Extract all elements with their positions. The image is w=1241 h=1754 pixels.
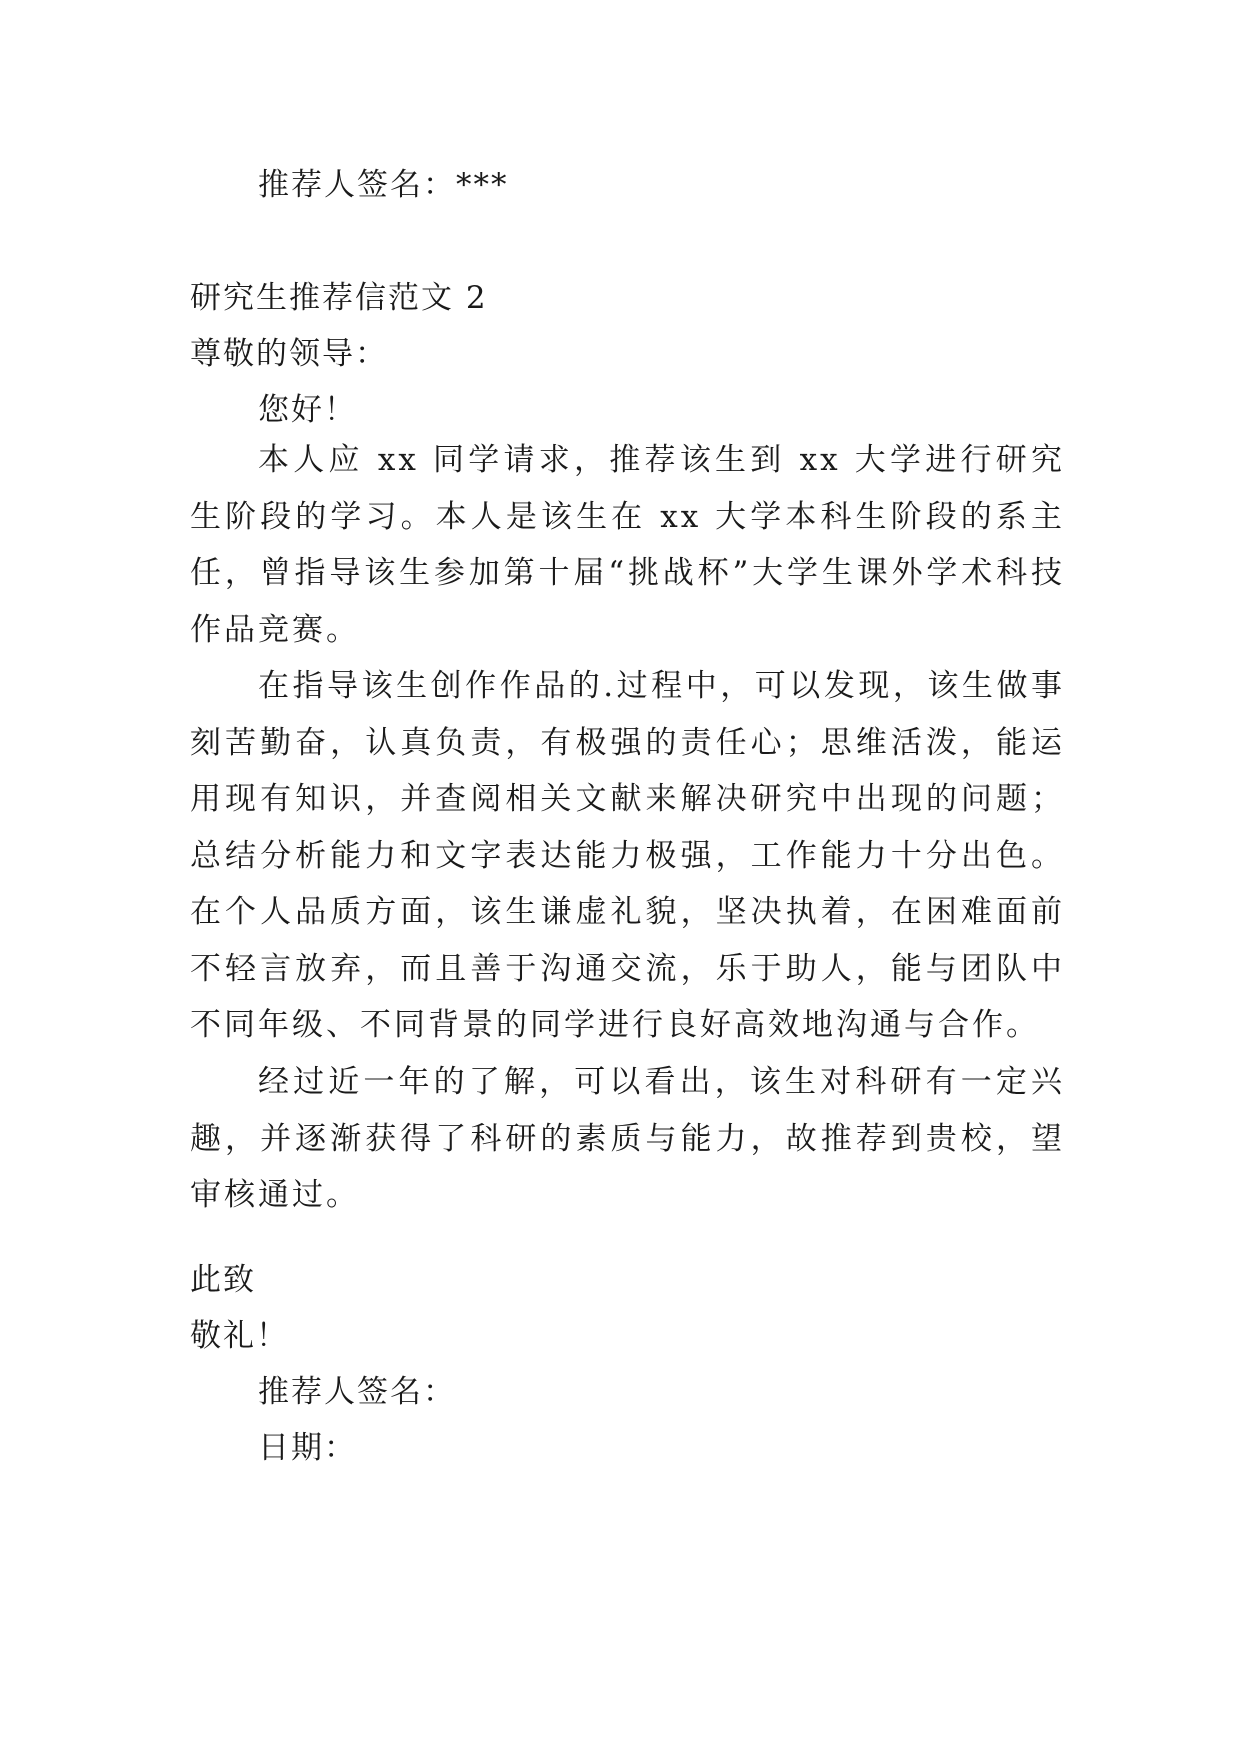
date-line: 日期： <box>258 1430 357 1466</box>
closing-line-2: 敬礼！ <box>190 1318 289 1354</box>
body-paragraph-1: 本人应 xx 同学请求，推荐该生到 xx 大学进行研究生阶段的学习。本人是该生在 xx 大学本科生阶段的系主任，曾指导该生参加第十届“挑战杯”大学生课外学术科技作品竞赛。 <box>190 442 1065 648</box>
greeting: 您好！ <box>258 392 357 428</box>
signature-line: 推荐人签名： <box>258 1374 456 1410</box>
closing-line-1: 此致 <box>190 1262 256 1298</box>
letter-title: 研究生推荐信范文 2 <box>190 280 488 316</box>
salutation: 尊敬的领导： <box>190 336 388 372</box>
body-paragraph-2: 在指导该生创作作品的.过程中，可以发现，该生做事刻苦勤奋，认真负责，有极强的责任心；思维活泼，能运用现有知识，并查阅相关文献来解决研究中出现的问题；总结分析能力和文字表达能力极强，工作能力十分出色。在个人品质方面，该生谦虚礼貌，坚决执着，在困难面前不轻言放弃，而且善于沟通交流，乐于助人，能与团队中不同年级、不同背景的同学进行良好高效地沟通与合作。 <box>190 668 1065 1043</box>
body-paragraph-3: 经过近一年的了解，可以看出，该生对科研有一定兴趣，并逐渐获得了科研的素质与能力，故推荐到贵校，望审核通过。 <box>190 1064 1065 1213</box>
previous-signature-line: 推荐人签名：*** <box>258 167 509 203</box>
